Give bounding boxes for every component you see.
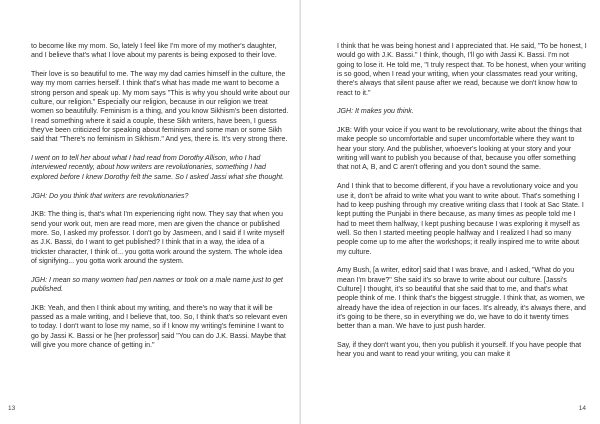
paragraph bbox=[337, 182, 588, 257]
paragraph-text: I think that he was being honest and I appreciated that. He said, "To be honest, I would go with J.K. Bassi." I think, though, I'll go with Jassi K. Bassi. I'm not going to lose it. He told me, "I truly respect that. To be honest, when your writing is so good, when I read your writing, when your classmates read your writing, there's always that silent pause after we read, because we don't know how to react to it." bbox=[337, 43, 587, 97]
paragraph-text: Say, if they don't want you, then you publish it yourself. If you have people that hear you and want to read your writing, you can make it bbox=[337, 342, 582, 359]
paragraph-text: to become like my mom. So, lately I feel like I'm more of my mother's daughter, and I believe that's what I love about my parents is being exposed to their love. bbox=[31, 43, 277, 60]
paragraph-text: And I think that to become different, if you have a revolutionary voice and you use it, don't be afraid to write what you want to write about. That's something I had to keep pushing through my creative writing class that I took at Sac State. I kept putting the Punjabi in there because, as many times as people told me I had to meet them halfway, I kept pushing because I was exploring it myself as well. So then I started meeting people halfway and I realized I had so many people come up to me after the workshops; it really inspired me to write about my culture. bbox=[337, 183, 584, 256]
paragraph-text: Do you think that writers are revolutionaries? bbox=[49, 192, 189, 200]
left-page-text bbox=[31, 42, 290, 350]
paragraph-text: Their love is so beautiful to me. The way my dad carries himself in the culture, the way my mom carries herself. I think that's what has made me want to become a strong person and speak up. My mom says "This is why you should write about our culture, our religion." Especially our religion, because in our religion we treat women so beautifully. Feminism is a thing, and you know Sikhism's been distorted. I read something where it said a couple, these Sikh writers, have been, I guess they've been criticized for speaking about feminism and some man or some Sikh said that "There's no feminism in Sikhism." And yes, there is. It's very strong there. bbox=[31, 71, 290, 144]
paragraph-text: I went on to tell her about what I had read from Dorothy Allison, who I had interviewed recently, about how writers are revolutionaries, something I had explored before I knew Dorothy felt the same. So I asked Jassi what she thought. bbox=[31, 155, 285, 181]
interviewer-question bbox=[31, 276, 290, 295]
paragraph-text: Amy Bush, [a writer, editor] said that I was brave, and I asked, "What do you mean I'm brave?" She said it's so brave to write about our culture. [Jassi's Culture] I thought, it's so beautiful that she said that to me, and that's what people think of me. I think that's the biggest struggle. I think that, as women, we already have the idea of rejection in our faces. It's already, it's always there, and it's going to be there, so in everything we do, we have to do it twenty times better than a man. We have to just push harder. bbox=[337, 267, 586, 331]
paragraph-text: Yeah, and then I think about my writing, and there's no way that it will be passed as a male writing, and I believe that, too. So, I think that's so relevant even to today. I don't want to lose my name, so if I know my writing's feminine I want to go by Jassi K. Bassi or he [her professor] said "You can do J.K. Bassi. Maybe that will give you more chance of getting in." bbox=[31, 304, 288, 349]
paragraph bbox=[337, 42, 588, 98]
interviewee-answer bbox=[337, 126, 588, 173]
speaker-label: JKB: bbox=[31, 211, 46, 219]
paragraph-text: The thing is, that's what I'm experiencing right now. They say that when you send your work out, men are read more, men are given the chance or published more. So, I asked my professor. I don't go by Jasmeen, and I said if I write myself as J.K. Bassi, do I want to get published? I think that in a way, the idea of a trickster character, I think of... you gotta work around the system. The whole idea of signifying... you gotta work around the system. bbox=[31, 211, 285, 265]
narration-paragraph bbox=[31, 154, 290, 182]
interviewee-answer bbox=[31, 210, 290, 266]
speaker-label: JKB: bbox=[31, 304, 46, 312]
right-page bbox=[300, 0, 600, 424]
speaker-label: JGH: bbox=[31, 192, 48, 200]
paragraph bbox=[31, 70, 290, 145]
right-page-text bbox=[337, 42, 588, 360]
speaker-label: JGH: bbox=[337, 108, 354, 116]
paragraph-text: With your voice if you want to be revolutionary, write about the things that make people so uncomfortable and super uncomfortable where they want to hear your story. And the publisher, whoever's looking at your story and your writing will want to publish you because of that, because you offer something that not A, B, and C aren't offering and you don't sound the same. bbox=[337, 127, 582, 172]
speaker-label: JGH: bbox=[31, 276, 48, 284]
speaker-label: JKB: bbox=[337, 127, 352, 135]
paragraph bbox=[337, 341, 588, 360]
paragraph-text: I mean so many women had pen names or took on a male name just to get published. bbox=[31, 276, 283, 293]
interviewee-answer bbox=[31, 304, 290, 351]
interviewer-question bbox=[337, 107, 588, 116]
page-number: 14 bbox=[578, 405, 586, 412]
paragraph bbox=[337, 266, 588, 331]
paragraph bbox=[31, 42, 290, 61]
interviewer-question bbox=[31, 192, 290, 201]
paragraph-text: It makes you think. bbox=[355, 108, 414, 116]
page-number: 13 bbox=[8, 405, 16, 412]
